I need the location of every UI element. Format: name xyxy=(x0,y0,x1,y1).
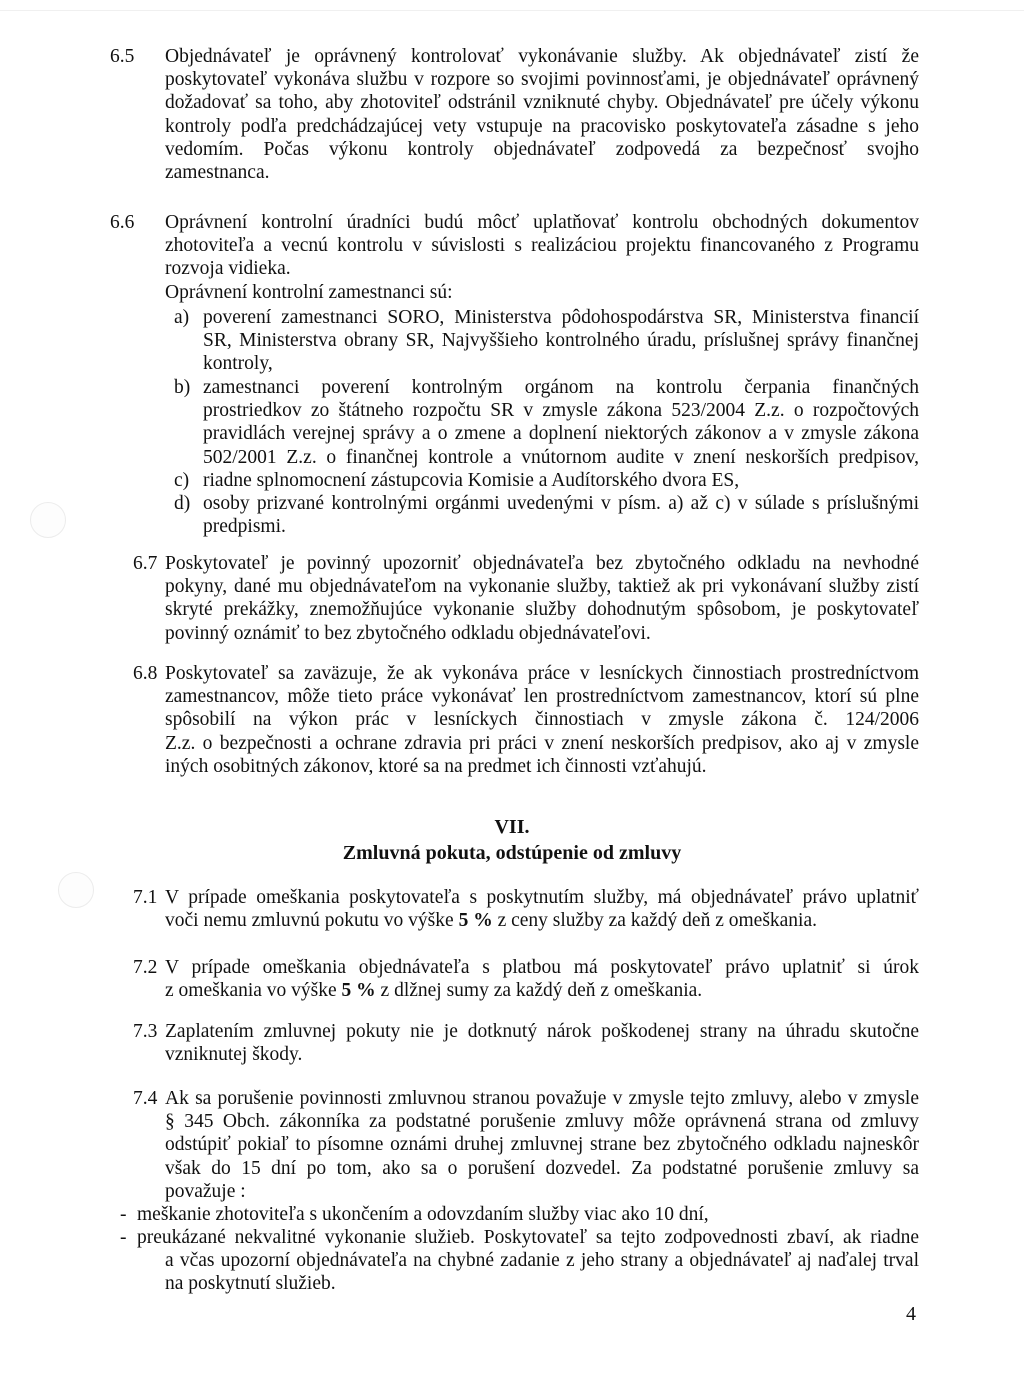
text-line: Ak sa porušenie povinnosti zmluvnou stranou považuje v zmysle tejto zmluvy, alebo v zmysle xyxy=(165,1088,919,1109)
text-line: zamestnanca. xyxy=(165,162,270,184)
text-line: kontroly, xyxy=(203,353,273,375)
clause-number: 6.8 xyxy=(133,663,158,684)
text-line: Poskytovateľ je povinný upozorniť objednávateľa bez zbytočného odkladu na nevhodné xyxy=(165,553,919,574)
text-fragment: z ceny služby za každý deň z omeškania. xyxy=(492,910,818,932)
clause-7-2 xyxy=(165,956,919,1002)
text-line: prostriedkov zo štátneho rozpočtu SR v zmysle zákona 523/2004 Z.z. o rozpočtových xyxy=(203,400,919,422)
text-line: dožadovať sa toho, aby zhotoviteľ odstránil vzniknuté chyby. Objednávateľ pre účely výkonu xyxy=(165,92,919,114)
text-line: V prípade omeškania objednávateľa s platbou má poskytovateľ právo uplatniť si úrok xyxy=(165,957,919,978)
clause-6-6 xyxy=(165,211,919,304)
text-line: rozvoja vidieka. xyxy=(165,258,291,280)
text-line: preukázané nekvalitné vykonanie služieb. Poskytovateľ sa tejto zodpovednosti zbaví, ak riadne xyxy=(137,1227,919,1248)
text-line: osoby prizvané kontrolnými orgánmi uvedenými v písm. a) až c) v súlade s príslušnými xyxy=(203,493,919,514)
clause-number: 6.6 xyxy=(110,212,135,233)
text-line: zhotoviteľa a vecnú kontrolu v súvislosti s realizáciou projektu financovaného z Programu xyxy=(165,235,919,257)
text-line: zamestnanci poverení kontrolným orgánom na kontrolu čerpania finančných xyxy=(203,377,919,398)
text-line: považuje : xyxy=(165,1180,246,1202)
list-item xyxy=(203,306,919,376)
text-line: spôsobilí na výkon prác v lesníckych činnostiach v zmysle zákona č. 124/2006 xyxy=(165,709,919,731)
text-line: povinný oznámiť to bez zbytočného odkladu objednávateľovi. xyxy=(165,622,651,644)
text-line: vedomím. Počas výkonu kontroly objednávateľ zodpovedá za bezpečnosť svojho xyxy=(165,138,919,160)
text-fragment: z omeškania vo výške xyxy=(165,980,342,1002)
interest-rate: 5 % xyxy=(341,980,376,1002)
text-line: kontroly podľa predchádzajúcej vety vstupuje na pracovisko poskytovateľa zásadne s jeho xyxy=(165,115,919,137)
text-line: na poskytnutí služieb. xyxy=(165,1273,336,1295)
text-line: Oprávnení kontrolní úradníci budú môcť uplatňovať kontrolu obchodných dokumentov xyxy=(165,212,919,233)
text-line: zamestnancov, môže tieto práce vykonávať len prostredníctvom zamestnancov, ktorí sú plne xyxy=(165,686,919,708)
text-line: § 345 Obch. zákonníka za podstatné porušenie zmluvy môže oprávnená strana od zmluvy xyxy=(165,1111,919,1133)
bullet-dash: - xyxy=(120,1204,127,1225)
clause-number: 6.5 xyxy=(110,46,135,67)
clause-7-1 xyxy=(165,886,919,932)
clause-6-5 xyxy=(165,45,919,184)
text-fragment: voči nemu zmluvnú pokutu vo výške xyxy=(165,910,459,932)
text-line: poskytovateľ vykonáva službu v rozpore so svojimi povinnosťami, je objednávateľ oprávnený xyxy=(165,69,919,91)
text-line: SR, Ministerstva obrany SR, Najvyššieho kontrolného úradu, príslušnej správy finančnej xyxy=(203,330,919,352)
clause-number: 7.3 xyxy=(133,1021,158,1042)
text-line: a včas upozorní objednávateľa na chybné zadanie z jeho strany a objednávateľ aj naďalej trval xyxy=(165,1250,919,1272)
punch-hole-mark xyxy=(30,502,66,538)
item-label: d) xyxy=(174,493,191,514)
text-line: Z.z. o bezpečnosti a ochrane zdravia pri práci v znení neskorších predpisov, ako aj v zmysle xyxy=(165,732,919,754)
scan-edge xyxy=(0,10,1024,11)
text-line: odstúpiť pokiaľ to písomne oznámi druhej zmluvnej strane bez zbytočného odkladu najneskôr xyxy=(165,1134,919,1156)
clause-number: 7.4 xyxy=(133,1088,158,1109)
text-line: pravidlách verejnej správy a o zmene a doplnení niektorých zákonov a v zmysle zákona xyxy=(203,423,919,445)
text-line: skryté prekážky, znemožňujúce vykonanie služby dohodnutým spôsobom, je poskytovateľ xyxy=(165,599,919,621)
clause-7-4 xyxy=(165,1087,919,1203)
text-line: meškanie zhotoviteľa s ukončením a odovzdaním služby viac ako 10 dní, xyxy=(137,1204,709,1225)
text-line xyxy=(165,909,919,932)
list-item xyxy=(203,469,919,492)
clause-number: 7.2 xyxy=(133,957,158,978)
list-intro: Oprávnení kontrolní zamestnanci sú: xyxy=(165,281,453,303)
text-line: pokyny, dané mu objednávateľom na vykonanie služby, taktiež ak pri vykonávaní služby zistí xyxy=(165,576,919,598)
page-number: 4 xyxy=(906,1303,916,1325)
text-line xyxy=(165,979,919,1002)
breach-item xyxy=(137,1226,919,1296)
text-line: Objednávateľ je oprávnený kontrolovať vykonávanie služby. Ak objednávateľ zistí že xyxy=(165,46,919,67)
text-line: riadne splnomocnení zástupcovia Komisie a Audítorského dvora ES, xyxy=(203,470,740,491)
item-label: a) xyxy=(174,307,190,328)
clause-6-8 xyxy=(165,662,919,778)
bullet-dash: - xyxy=(120,1227,127,1248)
punch-hole-mark xyxy=(58,872,94,908)
clause-6-7 xyxy=(165,552,919,645)
item-label: c) xyxy=(174,470,190,491)
text-line: V prípade omeškania poskytovateľa s poskytnutím služby, má objednávateľ právo uplatniť xyxy=(165,887,919,908)
section-title: Zmluvná pokuta, odstúpenie od zmluvy xyxy=(342,842,682,864)
text-line: však do 15 dní po tom, ako sa o porušení dozvedel. Za podstatné porušenie zmluvy sa xyxy=(165,1157,919,1179)
text-line: Zaplatením zmluvnej pokuty nie je dotknutý nárok poškodenej strany na úhradu skutočne xyxy=(165,1021,919,1042)
text-line: iných osobitných zákonov, ktoré sa na predmet ich činnosti vzťahujú. xyxy=(165,755,707,777)
clause-7-3 xyxy=(165,1020,919,1066)
list-item xyxy=(203,376,919,469)
breach-item xyxy=(137,1203,919,1226)
text-line: Poskytovateľ sa zaväzuje, že ak vykonáva práce v lesníckych činnostiach prostredníctvom xyxy=(165,663,919,684)
item-label: b) xyxy=(174,377,191,398)
list-item xyxy=(203,492,919,538)
text-fragment: z dlžnej sumy za každý deň z omeškania. xyxy=(375,980,703,1002)
penalty-rate: 5 % xyxy=(458,910,493,932)
text-line: poverení zamestnanci SORO, Ministerstva pôdohospodárstva SR, Ministerstva financií xyxy=(203,307,919,328)
text-line: vzniknutej škody. xyxy=(165,1044,303,1066)
section-roman-numeral: VII. xyxy=(494,816,530,838)
text-line: predpismi. xyxy=(203,516,286,538)
text-line: 502/2001 Z.z. o finančnej kontrole a vnútornom audite v znení neskorších predpisov, xyxy=(203,446,919,468)
clause-number: 7.1 xyxy=(133,887,158,908)
clause-number: 6.7 xyxy=(133,553,158,574)
